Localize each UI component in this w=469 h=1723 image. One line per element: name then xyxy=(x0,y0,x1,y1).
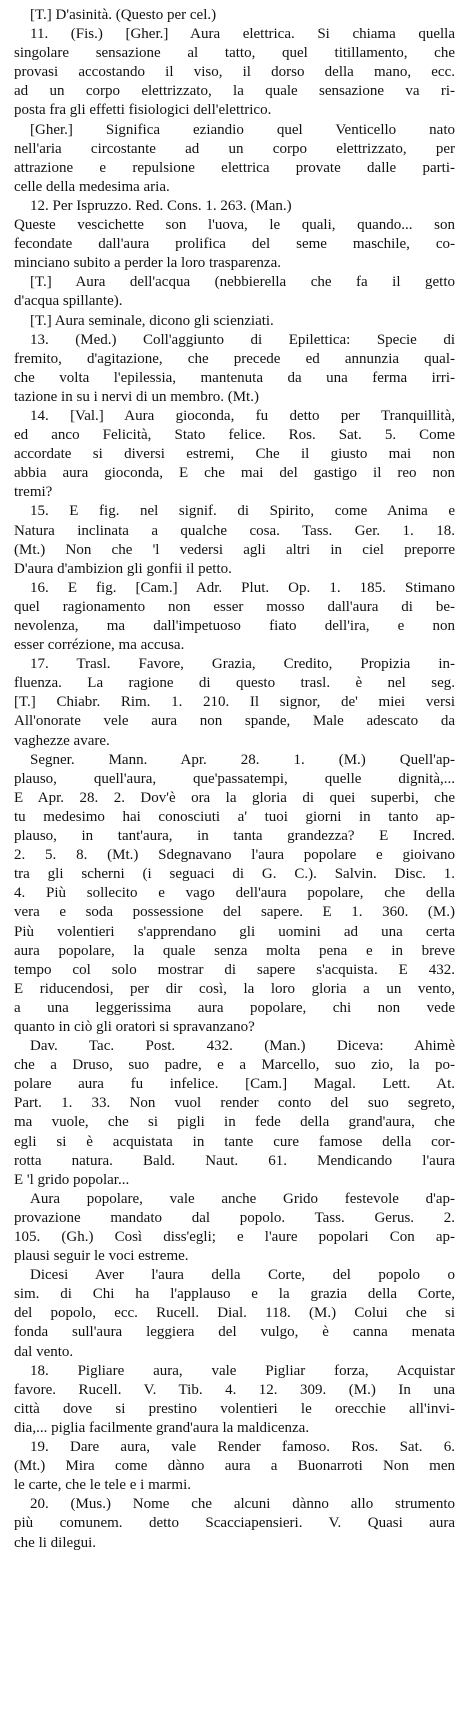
text-line: E riducendosi, per dir così, la loro gloria a un vento, xyxy=(14,980,455,997)
text-line: 18. Pigliare aura, vale Pigliar forza, Acquistar xyxy=(30,1362,455,1379)
text-line: Queste vescichette son l'uova, le quali, quando... son xyxy=(14,217,455,234)
text-line: Più volentieri s'apprendano gli uomini ad una certa xyxy=(14,923,455,940)
text-line: posta fra gli effetti fisiologici dell'elettrico. xyxy=(14,102,272,119)
text-line: plausi seguir le voci estreme. xyxy=(14,1248,189,1265)
text-line: tazione in su i nervi di un membro. (Mt.) xyxy=(14,388,259,405)
text-line: favore. Rucell. V. Tib. 4. 12. 309. (M.) In una xyxy=(14,1381,455,1398)
text-line: le carte, che le tele e i marmi. xyxy=(14,1477,191,1494)
text-line: [T.] Aura dell'acqua (nebbierella che fa il getto xyxy=(30,274,455,291)
text-line: del popolo, ecc. Rucell. Dial. 118. (M.) Colui che si xyxy=(14,1305,455,1322)
text-line: quanto in ciò gli oratori si spravanzano? xyxy=(14,1018,255,1035)
text-line: fremito, d'agitazione, che precede ed annunzia qual- xyxy=(14,350,455,367)
text-line: sim. di Chi ha l'applauso e la grazia della Corte, xyxy=(14,1286,455,1303)
text-line: ad un corpo elettrizzato, la quale sensazione va ri- xyxy=(14,83,455,100)
dictionary-page xyxy=(14,6,455,1553)
text-line: ma vuole, che si pigli in fede della grand'aura, che xyxy=(14,1114,455,1131)
text-line: All'onorate vele aura non spande, Male adescato da xyxy=(14,713,455,730)
text-line: quel ragionamento non esser mosso dall'aura di be- xyxy=(14,598,455,615)
text-line: fonda sull'aura leggiera del vulgo, è canna menata xyxy=(14,1324,455,1341)
text-line: Dav. Tac. Post. 432. (Man.) Diceva: Ahimè xyxy=(30,1038,455,1055)
text-line: città dove si prestino volentieri le orecchie all'invi- xyxy=(14,1400,455,1417)
text-line: tra gli scherni (i seguaci di G. C.). Salvin. Disc. 1. xyxy=(14,866,455,883)
text-line: che a Druso, suo padre, e a Marcello, suo zio, la po- xyxy=(14,1057,455,1074)
text-line: D'aura d'ambizion gli gonfii il petto. xyxy=(14,560,232,577)
text-line: dia,... piglia facilmente grand'aura la maldicenza. xyxy=(14,1419,310,1436)
text-line: singolare sensazione al tatto, quel titillamento, che xyxy=(14,45,455,62)
text-line: tu medesimo hai conosciuti a' tuoi giorni in tanto ap- xyxy=(14,808,455,825)
text-line: (Mt.) Mira come dànno aura a Buonarroti Non men xyxy=(14,1458,455,1475)
text-line: Part. 1. 33. Non vuol render conto del suo segreto, xyxy=(14,1095,455,1112)
text-line: abbia aura gioconda, E che mai del gastigo il reo non xyxy=(14,465,455,482)
text-line: 14. [Val.] Aura gioconda, fu detto per Tranquillità, xyxy=(30,407,455,424)
text-line: tempo col solo mostrar di sapere s'acquista. E 432. xyxy=(14,961,455,978)
text-line: Natura inclinata a qualche cosa. Tass. Ger. 1. 18. xyxy=(14,522,455,539)
text-line: plauso, quell'aura, que'passatempi, quelle dignità,... xyxy=(14,770,455,787)
text-line: [T.] Chiabr. Rim. 1. 210. Il signor, de' miei versi xyxy=(14,694,455,711)
text-line: 16. E fig. [Cam.] Adr. Plut. Op. 1. 185. Stimano xyxy=(30,579,455,596)
text-line: che volta l'epilessia, mantenuta da una ferma irri- xyxy=(14,369,455,386)
text-line: egli si è acquistata in tante cure famose della cor- xyxy=(14,1133,455,1150)
text-line: E Apr. 28. 2. Dov'è ora la gloria di quei superbi, che xyxy=(14,789,455,806)
text-line: a una leggerissima aura popolare, chi non vede xyxy=(14,999,455,1016)
text-line: 17. Trasl. Favore, Grazia, Credito, Propizia in- xyxy=(30,656,455,673)
text-line: provazione mandato dal popolo. Tass. Gerus. 2. xyxy=(14,1209,455,1226)
text-line: nell'aria circostante ad un corpo elettrizzato, per xyxy=(14,140,455,157)
text-line: 105. (Gh.) Così diss'egli; e l'aure popolari Con ap- xyxy=(14,1229,455,1245)
text-line: [T.] D'asinità. (Questo per cel.) xyxy=(30,7,217,23)
text-line: attrazione e repulsione elettrica provate dalle parti- xyxy=(14,159,455,176)
text-line: vaghezze avare. xyxy=(14,732,110,749)
text-line: Aura popolare, vale anche Grido festevole d'ap- xyxy=(30,1190,455,1207)
text-line: dal vento. xyxy=(14,1343,74,1360)
text-line: 11. (Fis.) [Gher.] Aura elettrica. Si chiama quella xyxy=(30,26,455,43)
text-line: minciano subito a perder la loro trasparenza. xyxy=(14,255,281,272)
text-line: ed anco Felicità, Stato felice. Ros. Sat. 5. Come xyxy=(14,427,455,444)
text-line: più comunem. detto Scacciapensieri. V. Quasi aura xyxy=(14,1515,455,1532)
text-line: [Gher.] Significa eziandio quel Venticello nato xyxy=(30,121,455,138)
text-line: accordate si diversi estremi, Che il giusto mai non xyxy=(14,446,455,463)
text-line: d'acqua spillante). xyxy=(14,293,123,310)
text-line: 4. Più sollecito e vago dell'aura popolare, che della xyxy=(14,885,455,902)
text-line: fluenza. La ragione di questo trasl. è nel seg. xyxy=(14,675,455,692)
text-line: 12. Per Ispruzzo. Red. Cons. 1. 263. (Man.) xyxy=(30,197,292,214)
text-line: celle della medesima aria. xyxy=(14,178,170,195)
text-line: provasi accostando il viso, il dorso della mano, ecc. xyxy=(14,64,455,81)
text-line: 2. 5. 8. (Mt.) Sdegnavano l'aura popolare e gioivano xyxy=(14,847,455,864)
text-line: plauso, in tant'aura, in tanta grandezza? E Incred. xyxy=(14,828,455,845)
text-line: E 'l grido popolar... xyxy=(14,1171,130,1188)
text-line: 15. E fig. nel signif. di Spirito, come Anima e xyxy=(30,503,455,520)
text-line: 13. (Med.) Coll'aggiunto di Epilettica: Specie di xyxy=(30,331,455,348)
text-line: vera e soda possessione del sapere. E 1. 360. (M.) xyxy=(14,904,455,921)
text-line: (Mt.) Non che 'l vedersi agli altri in ciel preporre xyxy=(14,541,455,558)
text-line: Dicesi Aver l'aura della Corte, del popolo o xyxy=(30,1267,455,1284)
text-line: fecondate dall'aura prolifica del seme maschile, co- xyxy=(14,236,455,253)
text-line: che li dilegui. xyxy=(14,1534,97,1551)
text-line: aura popolare, la quale senza molta pena e in breve xyxy=(14,942,455,959)
text-line: nevolenza, ma dall'impetuoso fiato dell'ira, e non xyxy=(14,618,455,634)
text-line: tremi? xyxy=(14,484,53,501)
text-line: 19. Dare aura, vale Render famoso. Ros. Sat. 6. xyxy=(30,1439,455,1456)
text-line: polare aura fu infelice. [Cam.] Magal. Lett. At. xyxy=(14,1076,455,1093)
text-line: Segner. Mann. Apr. 28. 1. (M.) Quell'ap- xyxy=(30,751,455,768)
text-line: [T.] Aura seminale, dicono gli scienziati. xyxy=(30,312,274,329)
text-line: esser corrézione, ma accusa. xyxy=(14,637,185,654)
text-line: rotta natura. Bald. Naut. 61. Mendicando l'aura xyxy=(14,1152,455,1169)
text-line: 20. (Mus.) Nome che alcuni dànno allo strumento xyxy=(30,1496,455,1513)
